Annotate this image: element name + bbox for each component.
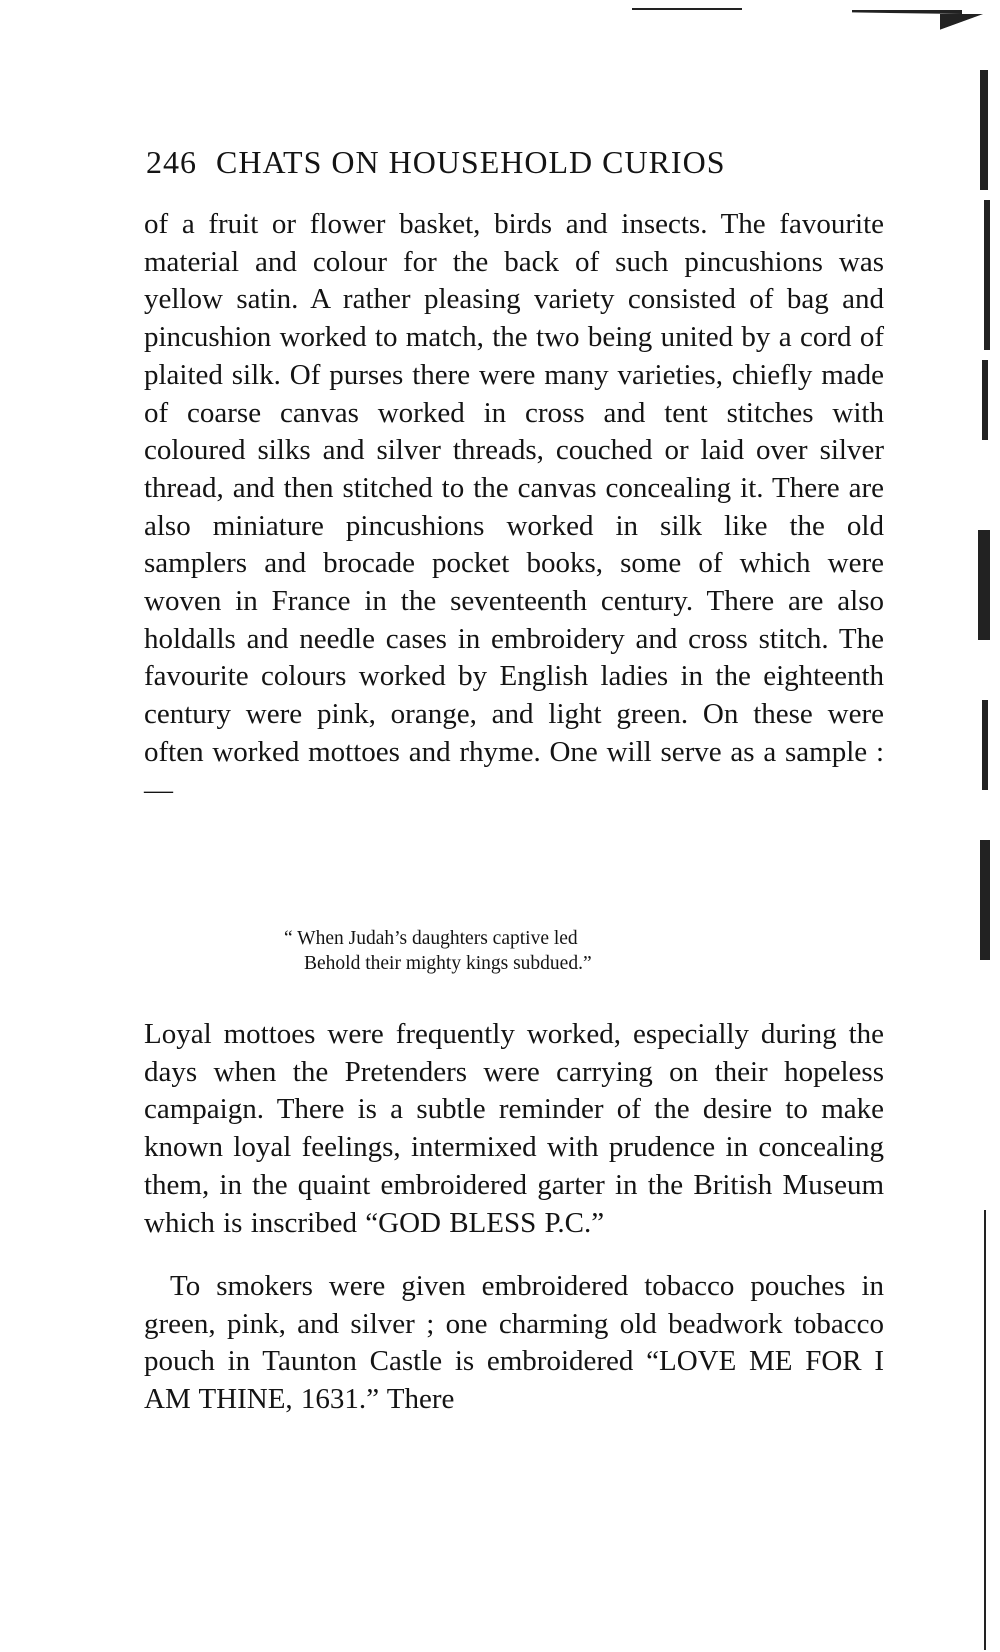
paragraph	[144, 1016, 884, 1242]
paragraph-text	[144, 1268, 884, 1419]
paragraph-text-run: ”	[591, 1206, 605, 1239]
paragraph	[144, 1268, 884, 1419]
edge-mark	[978, 530, 990, 640]
edge-mark	[984, 200, 990, 350]
edge-mark	[980, 840, 990, 960]
edge-mark	[984, 1210, 986, 1650]
edge-mark	[982, 360, 988, 440]
running-header	[146, 142, 886, 182]
paragraph-text	[144, 1016, 884, 1242]
garter-inscription: GOD BLESS P.C.	[378, 1206, 592, 1239]
top-edge-rule	[632, 8, 742, 10]
edge-mark	[980, 70, 988, 190]
paragraph-text: of a fruit or flower basket, birds and insects. The favourite material and colour for the back of such pincushions was yellow satin. A rather pleasing variety consisted of bag and pincushion worked to match, the two being united by a cord of plaited silk. Of purses there were many varieties, chiefly made of coarse canvas worked in cross and tent stitches with coloured silks and silver threads, couched or laid over silver thread, and then stitched to the canvas concealing it. There are also miniature pincushions worked in silk like the old samplers and brocade pocket books, some of which were woven in France in the seventeenth century. There are also holdalls and needle cases in embroidery and cross stitch. The favourite colours worked by English ladies in the eighteenth century were pink, orange, and light green. On these were often worked mottoes and rhyme. One will serve as a sample :—	[144, 208, 884, 806]
verse-line: “ When Judah’s daughters captive led	[284, 928, 578, 949]
paragraph	[144, 206, 884, 809]
paragraph-text-run: Loyal mottoes were frequently worked, especially during the days when the Pretenders were carrying on their hopeless campaign. There is a subtle reminder of the desire to make known loyal feelings, intermixed with prudence in concealing them, in the quaint embroidered garter in the British Museum which is inscribed “	[144, 1018, 884, 1239]
page-edge-shadow	[960, 60, 1000, 1652]
edge-mark	[982, 700, 988, 790]
verse-line: Behold their mighty kings subdued.”	[304, 953, 592, 974]
verse-quotation	[284, 926, 724, 976]
page-number: 246	[146, 144, 197, 180]
paragraph-text-run: To smokers were given embroidered tobacco pouches in green, pink, and silver ; one charming old beadwork tobacco pouch in Taunton Castle is embroidered “	[144, 1270, 884, 1378]
paragraph-text-run: ” There	[366, 1383, 455, 1416]
pouch-inscription: LOVE ME FOR I AM THINE, 1631.	[144, 1345, 884, 1416]
running-title: CHATS ON HOUSEHOLD CURIOS	[216, 144, 726, 180]
top-edge-corner	[940, 14, 990, 40]
